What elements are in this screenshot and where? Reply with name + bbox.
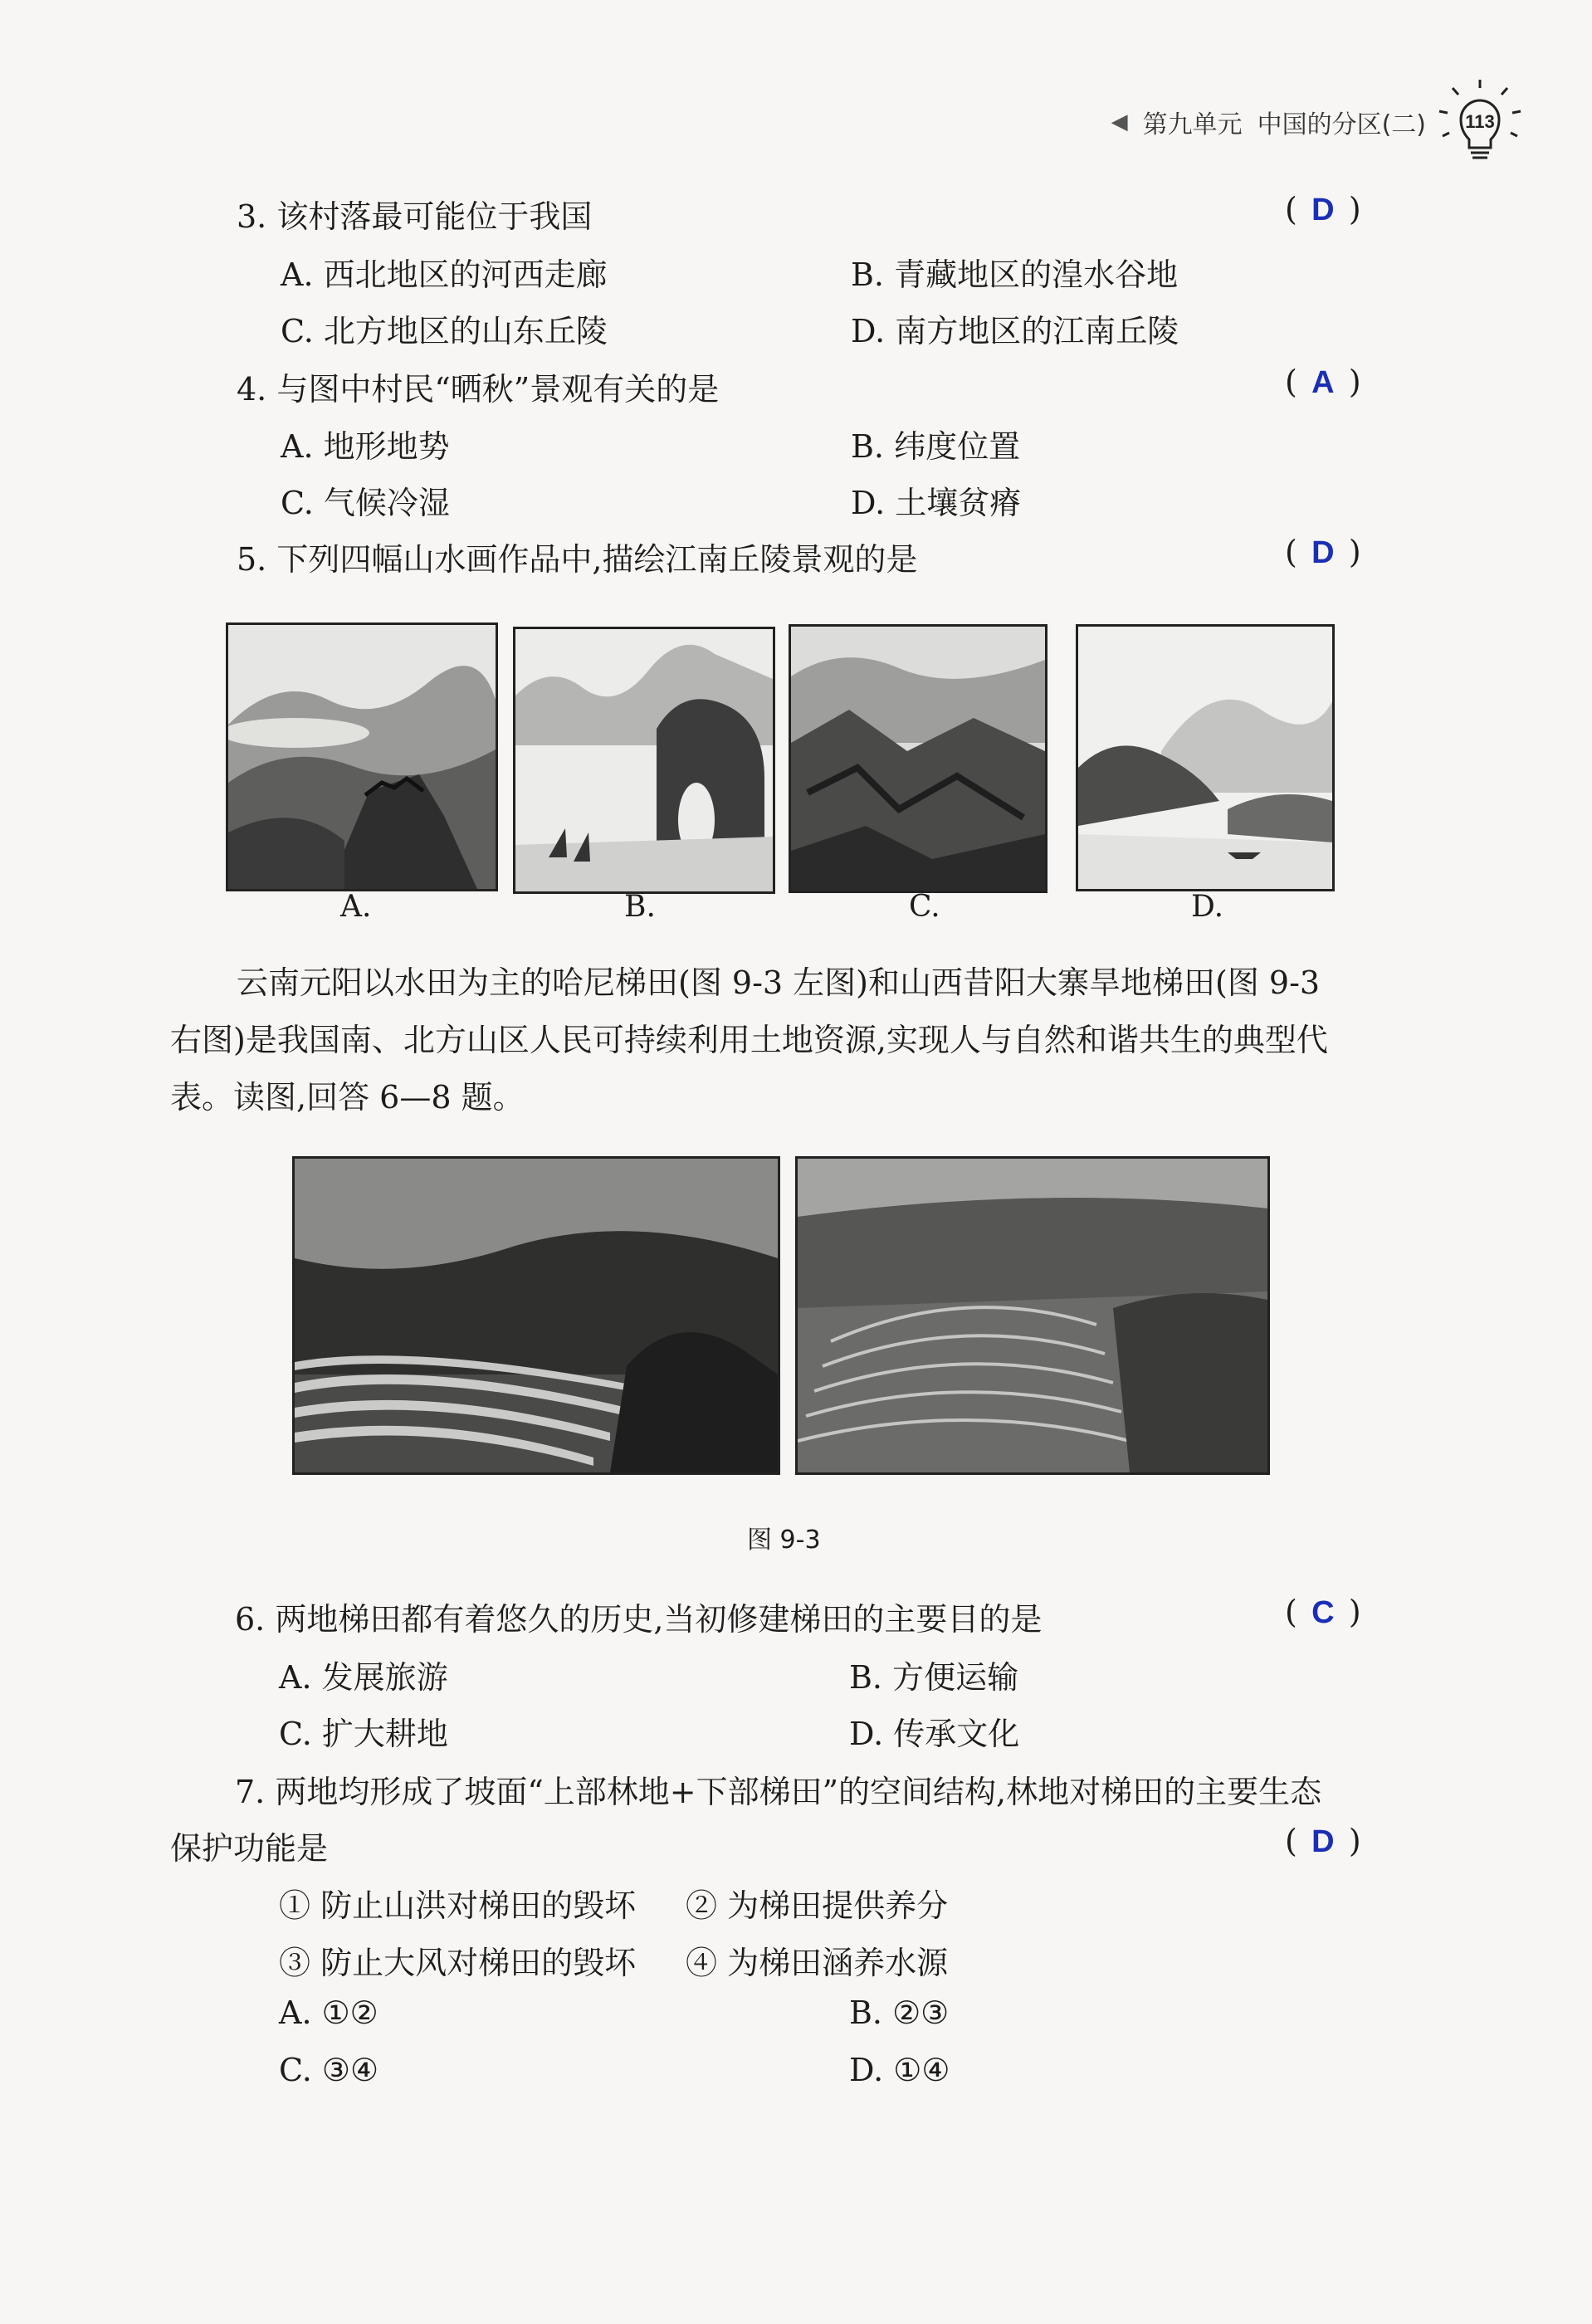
photo-hani-rice-terraces <box>292 1156 780 1475</box>
painting-c-loess-plateau <box>789 624 1047 893</box>
page-header <box>1111 104 1426 140</box>
chapter-title: 中国的分区(二) <box>1257 110 1426 139</box>
painting-b-elephant-trunk-hill <box>513 627 775 894</box>
photo-dazhai-dryland-terraces <box>795 1156 1270 1475</box>
passage-line-2: 右图)是我国南、北方山区人民可持续利用土地资源,实现人与自然和谐共生的典型代 <box>170 1022 1328 1058</box>
question-4-option-c: C. 气候冷湿 <box>281 485 450 521</box>
question-7-option-a: A. ①② <box>279 1994 378 2031</box>
back-arrow-icon: ◀ <box>1111 110 1128 134</box>
question-4-option-b: B. 纬度位置 <box>851 428 1021 465</box>
question-4-stem: 4. 与图中村民“晒秋”景观有关的是 <box>237 371 720 408</box>
question-7-option-d: D. ①④ <box>849 2052 950 2088</box>
painting-c-label: C. <box>909 890 940 924</box>
question-7-answer: ( D ) <box>1285 1823 1361 1859</box>
question-3-option-d: D. 南方地区的江南丘陵 <box>851 313 1179 349</box>
painting-a-great-wall <box>226 622 498 891</box>
question-7-statement-1: ① 防止山洪对梯田的毁坏 <box>279 1887 637 1924</box>
figure-caption: 图 9-3 <box>747 1526 821 1555</box>
question-5-stem: 5. 下列四幅山水画作品中,描绘江南丘陵景观的是 <box>237 541 918 578</box>
question-6-option-d: D. 传承文化 <box>849 1716 1020 1752</box>
question-7-statement-3: ③ 防止大风对梯田的毁坏 <box>279 1945 637 1981</box>
question-3-option-b: B. 青藏地区的湟水谷地 <box>851 256 1179 293</box>
question-6-option-a: A. 发展旅游 <box>279 1659 448 1696</box>
question-3-option-a: A. 西北地区的河西走廊 <box>281 256 608 293</box>
page-number: 113 <box>1465 111 1495 132</box>
question-4-option-d: D. 土壤贫瘠 <box>851 485 1022 521</box>
reading-passage <box>170 954 1390 1126</box>
question-3-stem: 3. 该村落最可能位于我国 <box>237 198 593 235</box>
question-7-stem-line-2: 保护功能是 <box>170 1830 329 1867</box>
question-5-answer: ( D ) <box>1285 534 1361 570</box>
painting-a-label: A. <box>340 890 372 924</box>
painting-d-jiangnan-hills <box>1076 624 1335 891</box>
question-6-answer: ( C ) <box>1285 1594 1361 1630</box>
question-7-stem-line-1: 7. 两地均形成了坡面“上部林地+下部梯田”的空间结构,林地对梯田的主要生态 <box>235 1774 1322 1810</box>
question-3-answer: ( D ) <box>1285 191 1361 227</box>
painting-d-label: D. <box>1191 890 1224 924</box>
passage-line-3: 表。读图,回答 6—8 题。 <box>170 1079 525 1116</box>
question-6-option-c: C. 扩大耕地 <box>279 1716 448 1752</box>
question-3-option-c: C. 北方地区的山东丘陵 <box>281 313 608 349</box>
passage-line-1: 云南元阳以水田为主的哈尼梯田(图 9-3 左图)和山西昔阳大寨旱地梯田(图 9-3 <box>237 964 1321 1001</box>
painting-b-label: B. <box>624 890 656 924</box>
question-6-option-b: B. 方便运输 <box>849 1659 1019 1696</box>
question-7-statement-2: ② 为梯田提供养分 <box>686 1887 949 1924</box>
question-4-answer: ( A ) <box>1285 364 1361 400</box>
question-7-statement-4: ④ 为梯田涵养水源 <box>686 1945 949 1981</box>
question-7-option-c: C. ③④ <box>279 2052 379 2088</box>
lightbulb-page-icon <box>1434 76 1526 168</box>
question-6-stem: 6. 两地梯田都有着悠久的历史,当初修建梯田的主要目的是 <box>235 1601 1043 1638</box>
unit-title: 第九单元 <box>1142 110 1243 139</box>
question-4-option-a: A. 地形地势 <box>281 428 450 465</box>
question-7-option-b: B. ②③ <box>849 1994 950 2031</box>
